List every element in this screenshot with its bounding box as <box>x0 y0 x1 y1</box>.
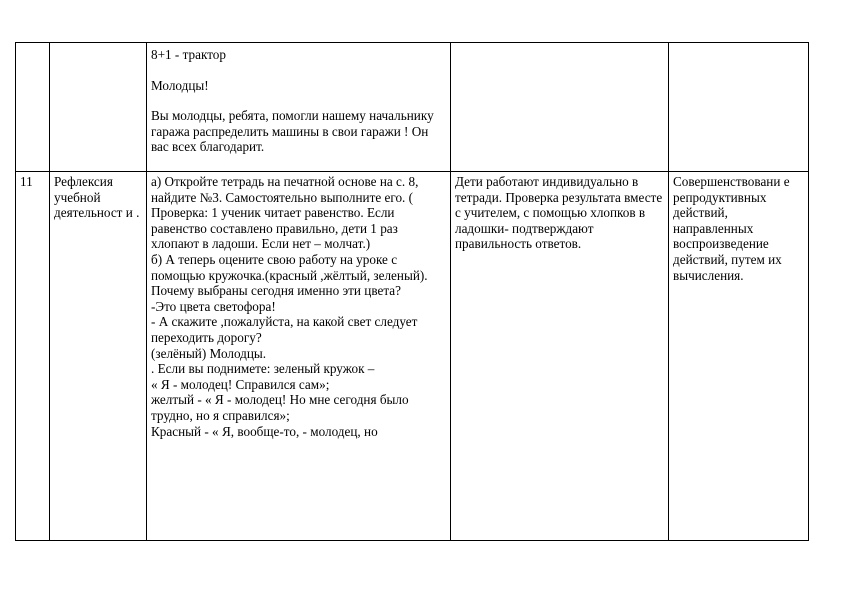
stage-cell: Рефлексия учебной деятельност и . <box>50 172 147 541</box>
text-line: « Я - молодец! Справился сам»; <box>151 376 330 392</box>
text-line: Молодцы! <box>151 77 209 93</box>
text-line: (зелёный) Молодцы. <box>151 345 267 361</box>
table-row <box>16 43 809 172</box>
text-line: . Если вы поднимете: зеленый кружок – <box>151 361 375 377</box>
text-line: 8+1 - трактор <box>151 47 226 62</box>
row-number-cell: 11 <box>16 172 50 541</box>
text-line: Вы молодцы, ребята, помогли нашему начальнику гаража распределить машины в свои гаражи ! Он вас всех благодарит. <box>151 108 434 155</box>
text-line: а) Откройте тетрадь на печатной основе на с. 8, найдите №3. Самостоятельно выполните его. ( Проверка: 1 ученик читает равенство. Если равенство составлено правильно, дети 1 раз хлопают в ладоши. Если нет – молчат.) <box>151 174 419 252</box>
stage-cell <box>50 43 147 172</box>
teacher-activity-cell <box>147 43 451 172</box>
lesson-plan-table <box>15 42 809 541</box>
table-row <box>16 172 809 541</box>
text-line: желтый - « Я - молодец! Но мне сегодня было трудно, но я справился»; <box>151 392 409 423</box>
student-activity-cell: Дети работают индивидуально в тетради. Проверка результата вместе с учителем, с помощью хлопков в ладошки- подтверждают правильность ответов. <box>451 172 669 541</box>
text-line: Красный - « Я, вообще-то, - молодец, но <box>151 423 378 439</box>
student-activity-cell <box>451 43 669 172</box>
text-line: -Это цвета светофора! <box>151 298 276 314</box>
teacher-activity-cell <box>147 172 451 541</box>
outcome-cell <box>669 43 809 172</box>
text-line: б) А теперь оцените свою работу на уроке с помощью кружочка.(красный ,жёлтый, зеленый). Почему выбраны сегодня именно эти цвета? <box>151 251 428 299</box>
text-line: - А скажите ,пожалуйста, на какой свет следует переходить дорогу? <box>151 314 418 345</box>
row-number-cell <box>16 43 50 172</box>
outcome-cell: Совершенствовани е репродуктивных действий, направленных воспроизведение действий, путем их вычисления. <box>669 172 809 541</box>
